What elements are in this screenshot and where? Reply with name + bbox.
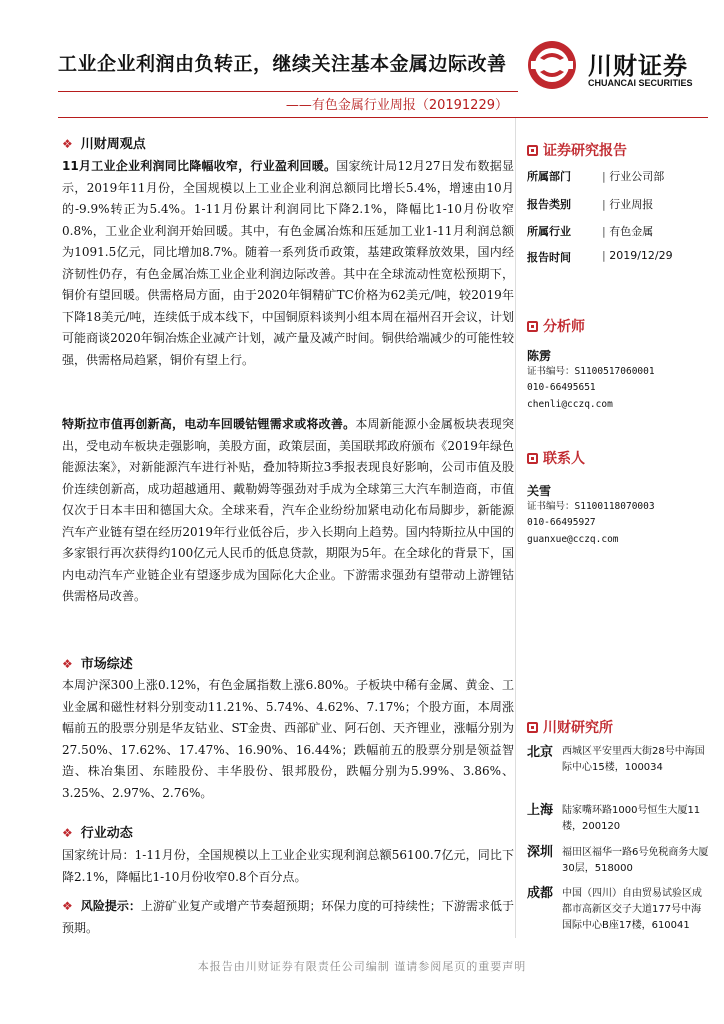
office-city: 上海	[527, 803, 554, 818]
section-industry: ❖ 行业动态	[62, 826, 133, 841]
sidebar-institute-heading: 川财研究所	[527, 717, 613, 737]
bullet-icon: ❖	[62, 657, 73, 671]
analyst-cert: 证书编号：S1100517060001	[527, 366, 655, 377]
office-city: 北京	[527, 745, 554, 760]
section-icon	[527, 145, 538, 156]
analyst-name: 陈雳	[527, 349, 552, 363]
paragraph-tesla: 特斯拉市值再创新高，电动车回暖钴锂需求或将改善。本周新能源小金属板块表现突出，受电动车板块走强影响，美股方面，政策层面，美国联邦政府颁布《2019年绿色能源法案》，对新能源汽车进行补贴，叠加特斯拉3季报表现良好影响，公司市值及股价连续创新高，成功超越通用、戴勒姆等强劲对手成为全球第三大汽车制造商，市值仅次于日本丰田和德国大众。全球来看，汽车企业纷纷加紧电动化布局脚步，新能源汽车产业链有望在经历2019年行业低谷后，步入长期向上趋势。国内特斯拉从中国的多家银行再次获得约100亿元人民币的低息贷款，期限为5年。在全球化的背景下，国内电动汽车产业链企业有望逐步成为国际化大企业。下游需求强劲有望带动上游锂钴供需格局改善。	[62, 417, 514, 603]
report-subtitle: ——有色金属行业周报（20191229）	[285, 98, 508, 113]
logo-name: 川财证券	[588, 52, 688, 80]
contact-phone: 010-66495927	[527, 517, 596, 528]
paragraph-market: 本周沪深300上涨0.12%，有色金属指数上涨6.80%。子板块中稀有金属、黄金、工业金属和磁性材料分别变动11.21%、5.74%、4.62%、7.17%；个股方面，本周涨幅前五的股票分别是华友钴业、ST金贵、西部矿业、阿石创、天齐锂业，涨幅分别为27.50%、17.62%、17.47%、16.90%、16.44%；跌幅前五的股票分别是领益智造、株冶集团、东睦股份、丰华股份、银邦股份，跌幅分别为5.99%、3.86%、3.25%、2.97%、2.76%。	[62, 678, 514, 800]
title-rule	[58, 91, 518, 92]
contact-cert: 证书编号：S1100118070003	[527, 501, 655, 512]
contact-name: 关雪	[527, 484, 552, 498]
kv-key: 报告时间	[527, 251, 571, 264]
office-city: 成都	[527, 886, 554, 901]
header-rule	[58, 117, 708, 118]
section-icon	[527, 321, 538, 332]
paragraph-industry: 国家统计局：1-11月份，全国规模以上工业企业实现利润总额56100.7亿元，同比下降2.1%，降幅比1-10月份收窄0.8个百分点。	[62, 848, 514, 884]
office-address: 中国（四川）自由贸易试验区成都市高新区交子大道177号中海国际中心B座17楼，610041	[562, 888, 702, 931]
section-icon	[527, 722, 538, 733]
analyst-email[interactable]: chenli@cczq.com	[527, 399, 613, 410]
kv-value: | 行业公司部	[602, 168, 664, 184]
column-divider	[515, 118, 516, 938]
office-city: 深圳	[527, 845, 554, 860]
office-address: 西城区平安里西大街28号中海国际中心15楼，100034	[562, 746, 705, 773]
bullet-icon: ❖	[62, 826, 73, 840]
sidebar-contact-heading: 联系人	[527, 448, 585, 468]
bullet-icon: ❖	[62, 899, 73, 913]
analyst-phone: 010-66495651	[527, 382, 596, 393]
contact-email[interactable]: guanxue@cczq.com	[527, 534, 619, 545]
section-viewpoint: ❖ 川财周观点	[62, 137, 146, 152]
bullet-icon: ❖	[62, 137, 73, 151]
section-market: ❖ 市场综述	[62, 657, 133, 672]
logo-english: CHUANCAI SECURITIES	[588, 78, 693, 88]
kv-value: | 行业周报	[602, 196, 653, 212]
paragraph-risk: ❖ 风险提示：上游矿业复产或增产节奏超预期；环保力度的可持续性；下游需求低于预期。	[62, 899, 514, 935]
kv-value: | 有色金属	[602, 223, 653, 239]
kv-key: 所属部门	[527, 170, 571, 183]
paragraph-profit: 11月工业企业利润同比降幅收窄，行业盈利回暖。国家统计局12月27日发布数据显示，2019年11月份，全国规模以上工业企业利润总额同比增长5.4%，增速由10月的-9.9%转正为5.4%。1-11月份累计利润同比下降2.1%，降幅比1-10月份收窄0.8%，工业企业利润开始回暖。其中，有色金属冶炼和压延加工业1-11月利润总额为1091.5亿元，同比增加8.7%。随着一系列货币政策，基建政策释放效果，国内经济韧性仍存，有色金属冶炼工业企业利润边际改善。其中在全球流动性宽松预期下，铜价有望回暖。供需格局方面，由于2020年铜精矿TC价格为62美元/吨，较2019年下降18美元/吨，连续低于成本线下，中国铜原料谈判小组本周在福州召开会议，计划可能商谈2020年铜冶炼企业减产计划，减产量及减产时间。铜供给端减少的可能性较强，供需格局趋紧，铜价有望上行。	[62, 159, 514, 367]
kv-key: 所属行业	[527, 225, 571, 238]
office-address: 陆家嘴环路1000号恒生大厦11楼，200120	[562, 805, 701, 832]
page-footer: 本报告由川财证券有限责任公司编制 谨请参阅尾页的重要声明	[197, 960, 527, 973]
report-title: 工业企业利润由负转正，继续关注基本金属边际改善	[58, 53, 507, 75]
section-icon	[527, 453, 538, 464]
company-logo-icon	[527, 40, 577, 90]
kv-value: | 2019/12/29	[602, 249, 673, 262]
sidebar-report-heading: 证券研究报告	[527, 140, 627, 160]
kv-key: 报告类别	[527, 198, 571, 211]
office-address: 福田区福华一路6号免税商务大厦30层，518000	[562, 847, 709, 874]
sidebar-analyst-heading: 分析师	[527, 316, 585, 336]
